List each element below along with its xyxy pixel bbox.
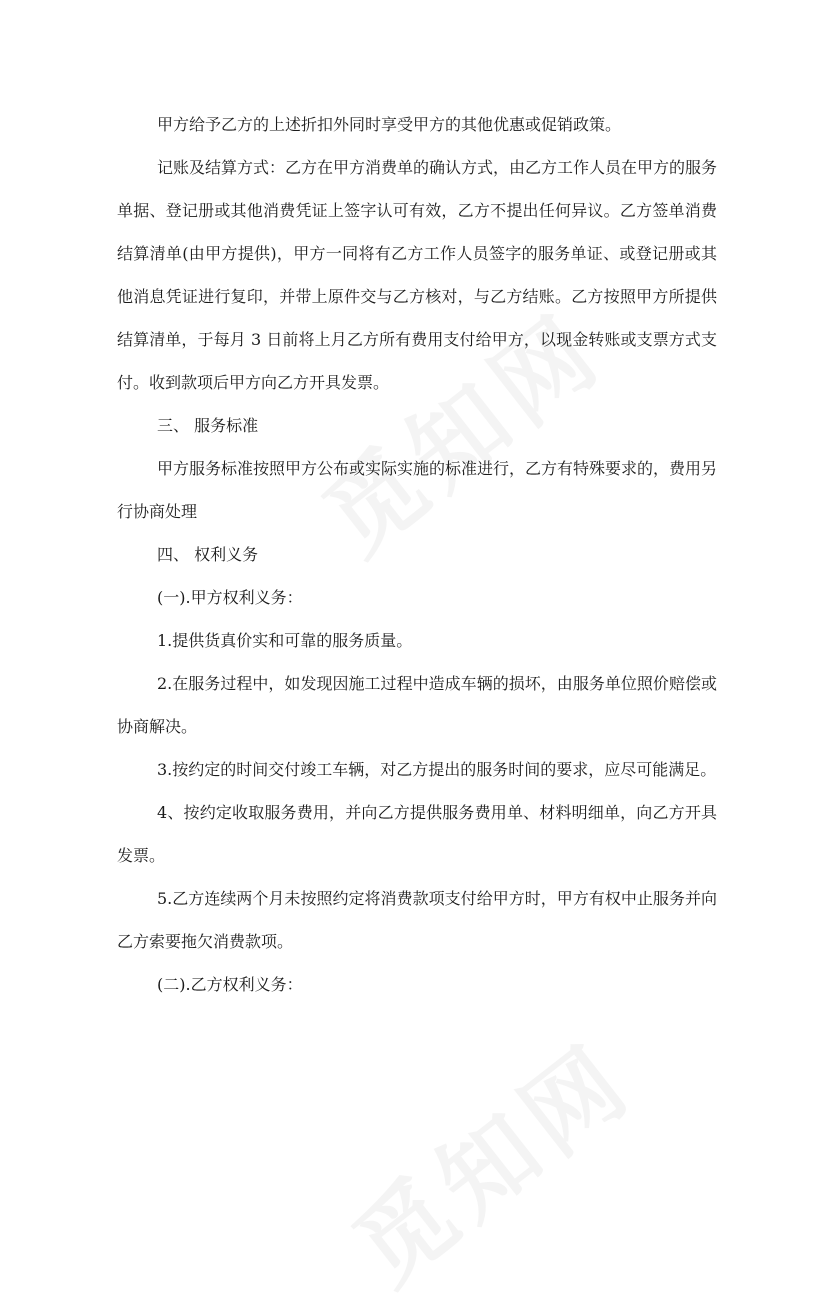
list-item-2: 2.在服务过程中，如发现因施工过程中造成车辆的损坏，由服务单位照价赔偿或协商解决。 xyxy=(117,674,717,736)
section-heading-service-standard: 三、 服务标准 xyxy=(157,416,259,435)
document-body xyxy=(117,103,717,1006)
subheading-party-b-rights: (二).乙方权利义务： xyxy=(157,975,303,994)
watermark xyxy=(322,1007,657,1310)
list-item-1: 1.提供货真价实和可靠的服务质量。 xyxy=(157,631,413,650)
list-item-4: 4、按约定收取服务费用，并向乙方提供服务费用单、材料明细单，向乙方开具发票。 xyxy=(117,803,717,865)
list-item-3: 3.按约定的时间交付竣工车辆，对乙方提出的服务时间的要求，应尽可能满足。 xyxy=(157,760,717,779)
subheading-party-a-rights: (一).甲方权利义务： xyxy=(157,588,303,607)
paragraph-discount-note: 甲方给予乙方的上述折扣外同时享受甲方的其他优惠或促销政策。 xyxy=(157,115,622,134)
list-item-5: 5.乙方连续两个月未按照约定将消费款项支付给甲方时，甲方有权中止服务并向乙方索要拖欠消费款项。 xyxy=(117,889,717,951)
paragraph-billing-method: 记账及结算方式：乙方在甲方消费单的确认方式，由乙方工作人员在甲方的服务单据、登记册或其他消费凭证上签字认可有效，乙方不提出任何异议。乙方签单消费结算清单(由甲方提供)，甲方一同将有乙方工作人员签字的服务单证、或登记册或其他消息凭证进行复印，并带上原件交与乙方核对，与乙方结账。乙方按照甲方所提供结算清单，于每月 3 日前将上月乙方所有费用支付给甲方，以现金转账或支票方式支付。收到款项后甲方向乙方开具发票。 xyxy=(117,158,718,392)
section-heading-rights-obligations: 四、 权利义务 xyxy=(157,545,259,564)
paragraph-service-standard: 甲方服务标准按照甲方公布或实际实施的标准进行，乙方有特殊要求的，费用另行协商处理 xyxy=(117,459,718,521)
